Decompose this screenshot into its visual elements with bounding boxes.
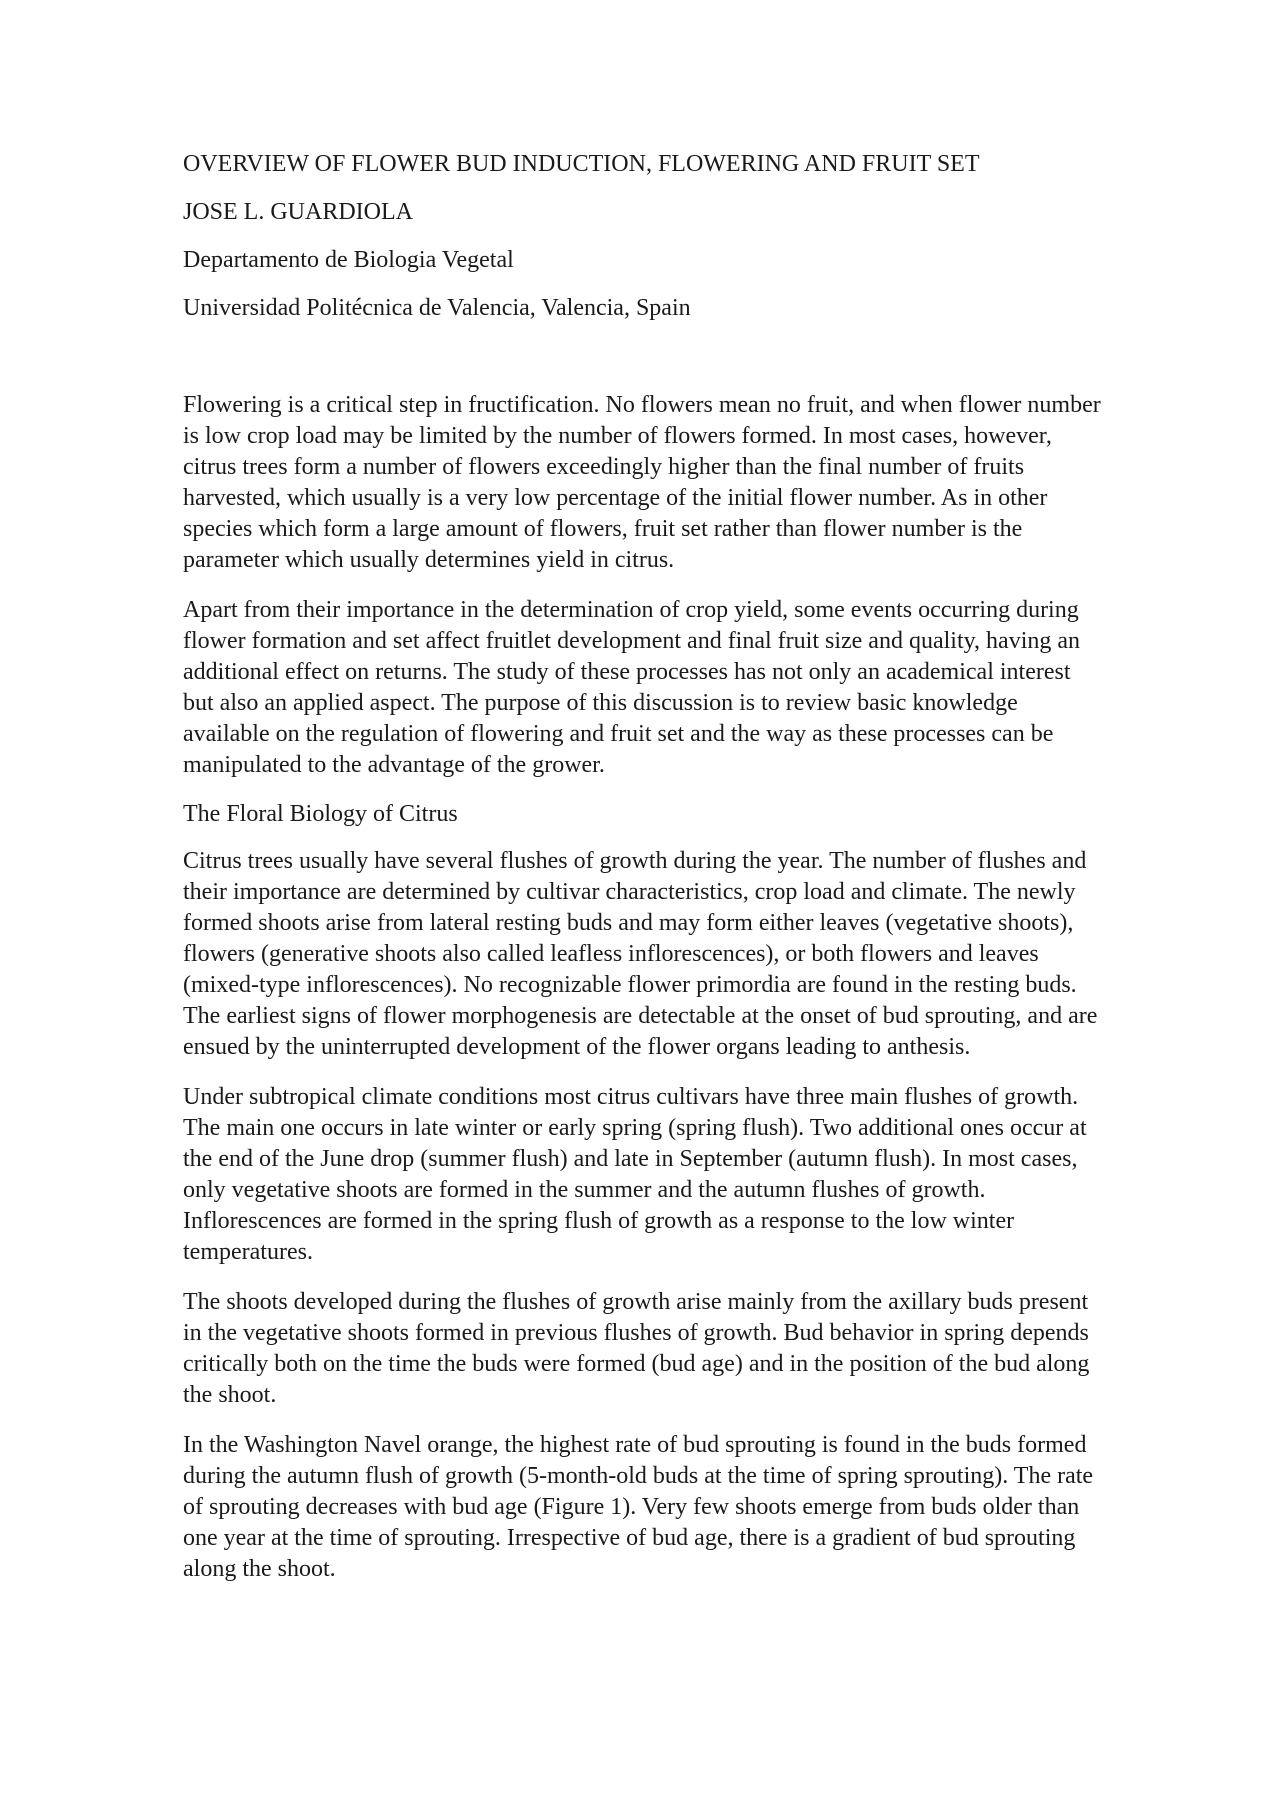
section-paragraph-4: In the Washington Navel orange, the highest rate of bud sprouting is found in the buds formed during the autumn flush of growth (5-month-old buds at the time of spring sprouting). The rate of sprouting decreases with bud age (Figure 1). Very few shoots emerge from buds older than one year at the time of sprouting. Irrespective of bud age, there is a gradient of bud sprouting along the shoot. [183, 1432, 1094, 1582]
document-title: OVERVIEW OF FLOWER BUD INDUCTION, FLOWERING AND FRUIT SET [183, 151, 980, 177]
section-paragraph-2: Under subtropical climate conditions most citrus cultivars have three main flushes of growth. The main one occurs in late winter or early spring (spring flush). Two additional ones occur at the end of the June drop (summer flush) and late in September (autumn flush). In most cases, only vegetative shoots are formed in the summer and the autumn flushes of growth. Inflorescences are formed in the spring flush of growth as a response to the low winter temperatures. [183, 1084, 1087, 1265]
department-name: Departamento de Biologia Vegetal [183, 247, 514, 273]
document-body [183, 150, 1103, 1604]
intro-paragraph-2: Apart from their importance in the determination of crop yield, some events occurring during flower formation and set affect fruitlet development and final fruit size and quality, having an additional effect on returns. The study of these processes has not only an academical interest but also an applied aspect. The purpose of this discussion is to review basic knowledge available on the regulation of flowering and fruit set and the way as these processes can be manipulated to the advantage of the grower. [183, 597, 1081, 778]
intro-paragraph-1: Flowering is a critical step in fructification. No flowers mean no fruit, and when flower number is low crop load may be limited by the number of flowers formed. In most cases, however, citrus trees form a number of flowers exceedingly higher than the final number of fruits harvested, which usually is a very low percentage of the initial flower number. As in other species which form a large amount of flowers, fruit set rather than flower number is the parameter which usually determines yield in citrus. [183, 392, 1101, 573]
author-name: JOSE L. GUARDIOLA [183, 199, 413, 225]
section-paragraph-3: The shoots developed during the flushes of growth arise mainly from the axillary buds present in the vegetative shoots formed in previous flushes of growth. Bud behavior in spring depends critically both on the time the buds were formed (bud age) and in the position of the bud along the shoot. [183, 1289, 1090, 1408]
section-paragraph-1: Citrus trees usually have several flushes of growth during the year. The number of flushes and their importance are determined by cultivar characteristics, crop load and climate. The newly formed shoots arise from lateral resting buds and may form either leaves (vegetative shoots), flowers (generative shoots also called leafless inflorescences), or both flowers and leaves (mixed-type inflorescences). No recognizable flower primordia are found in the resting buds. The earliest signs of flower morphogenesis are detectable at the onset of bud sprouting, and are ensued by the uninterrupted development of the flower organs leading to anthesis. [183, 848, 1098, 1060]
section-heading: The Floral Biology of Citrus [183, 801, 458, 827]
institution-name: Universidad Politécnica de Valencia, Valencia, Spain [183, 295, 691, 321]
header-spacer [183, 342, 1103, 390]
